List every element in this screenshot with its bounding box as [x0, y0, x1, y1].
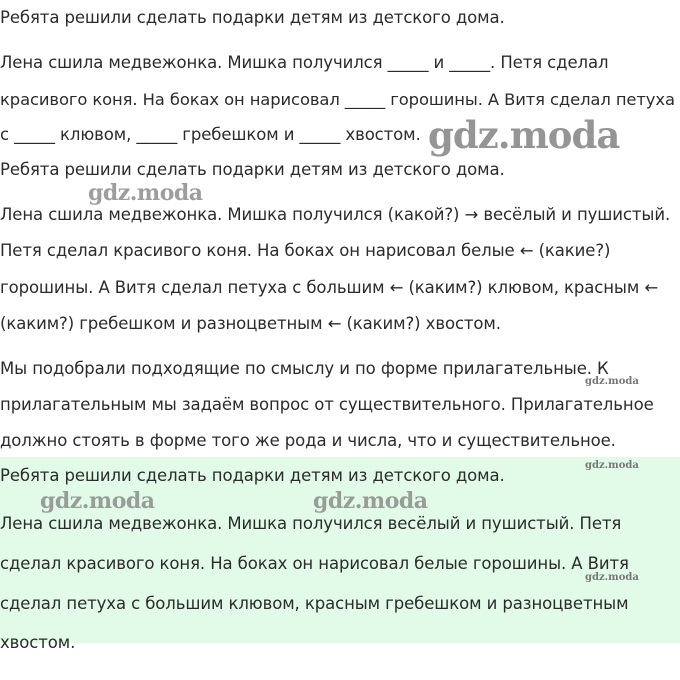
- answer-line-1: Ребята решили сделать подарки детям из детского дома.: [0, 466, 505, 485]
- task-line-1: Ребята решили сделать подарки детям из детского дома.: [0, 8, 505, 27]
- answer-line-3: сделал красивого коня. На боках он нарисовал белые горошины. А Витя: [0, 554, 629, 573]
- solution-line-2: Лена сшила медвежонка. Мишка получился (какой?) → весёлый и пушистый.: [0, 205, 671, 224]
- watermark-medium: gdz.moda: [40, 488, 155, 514]
- answer-line-4: сделал петуха с большим клювом, красным гребешком и разноцветным: [0, 594, 629, 613]
- watermark-small: gdz.moda: [585, 572, 639, 583]
- explanation-line-3: должно стоять в форме того же рода и числа, что и существительное.: [0, 431, 616, 450]
- watermark-medium: gdz.moda: [88, 180, 203, 206]
- task-line-4: с _____ клювом, _____ гребешком и _____ хвостом.: [0, 125, 421, 144]
- watermark-small: gdz.moda: [585, 460, 639, 471]
- answer-line-5: хвостом.: [0, 633, 76, 652]
- solution-line-1: Ребята решили сделать подарки детям из детского дома.: [0, 160, 505, 179]
- answer-line-2: Лена сшила медвежонка. Мишка получился весёлый и пушистый. Петя: [0, 514, 622, 533]
- explanation-line-2: прилагательным мы задаём вопрос от существительного. Прилагательное: [0, 395, 654, 414]
- solution-line-4: горошины. А Витя сделал петуха с большим ← (каким?) клювом, красным ←: [0, 278, 659, 297]
- task-line-3: красивого коня. На боках он нарисовал _____ горошины. А Витя сделал петуха: [0, 90, 675, 109]
- solution-line-5: (каким?) гребешком и разноцветным ← (каким?) хвостом.: [0, 314, 501, 333]
- watermark-small: gdz.moda: [585, 376, 639, 387]
- watermark-large: gdz.moda: [428, 113, 620, 157]
- explanation-line-1: Мы подобрали подходящие по смыслу и по форме прилагательные. К: [0, 359, 609, 378]
- task-line-2: Лена сшила медвежонка. Мишка получился _____ и _____. Петя сделал: [0, 53, 609, 72]
- solution-line-3: Петя сделал красивого коня. На боках он нарисовал белые ← (какие?): [0, 241, 611, 260]
- watermark-medium: gdz.moda: [313, 488, 428, 514]
